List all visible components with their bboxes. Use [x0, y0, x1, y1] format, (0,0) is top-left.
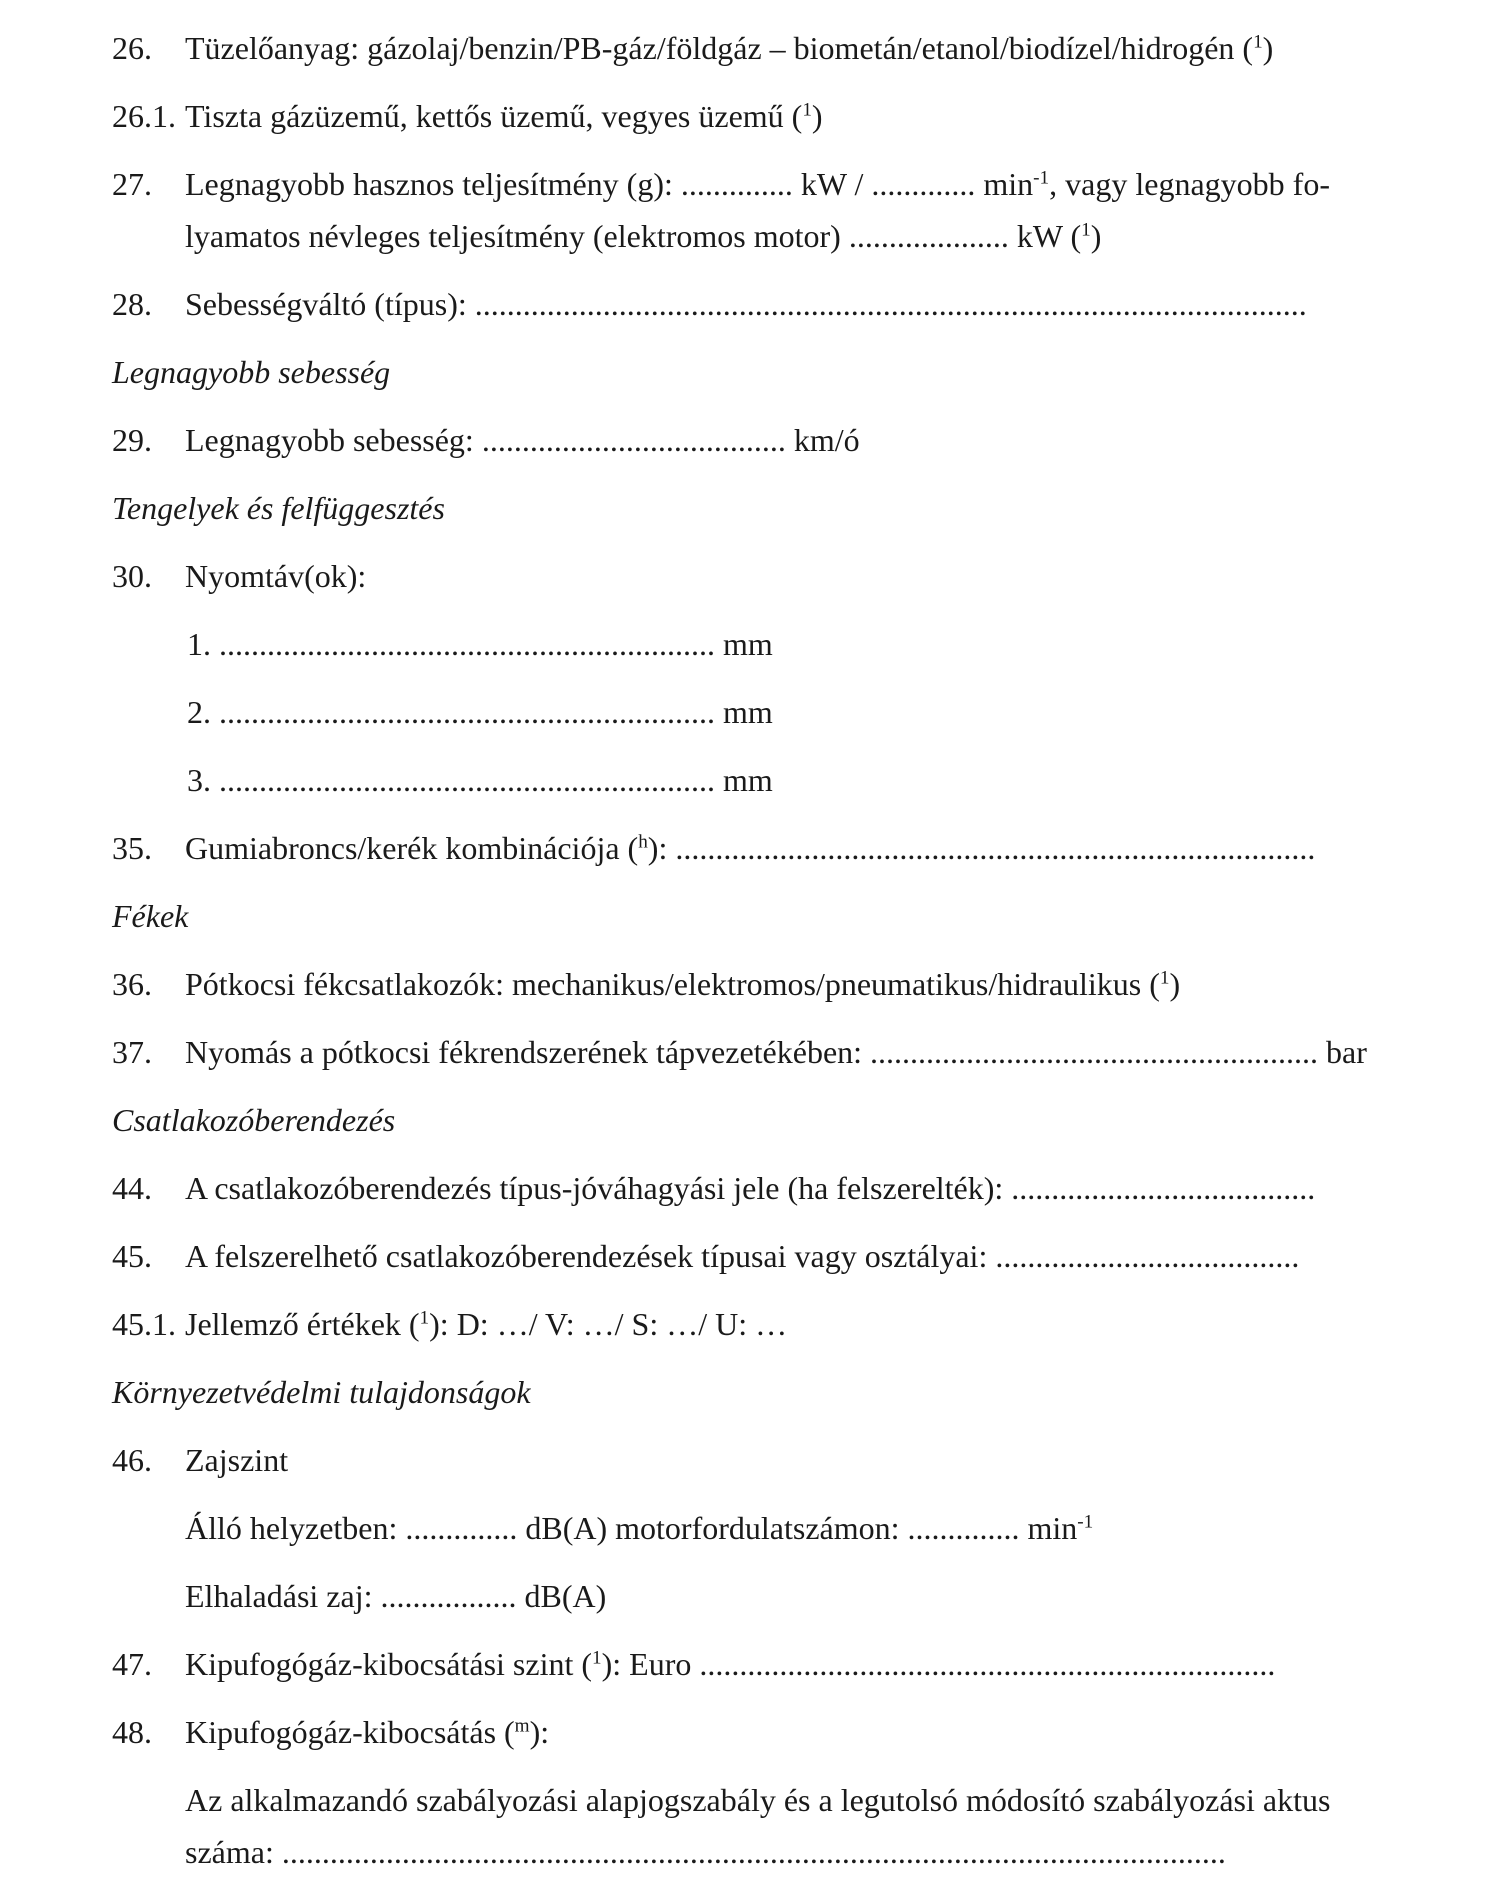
stationary-noise-line: Álló helyzetben: .............. dB(A) motorfordulatszámon: .............. $\min^{-1}$ [185, 1510, 1094, 1546]
footnote-ref: 1 [419, 1307, 430, 1329]
item-text: Zajszint [185, 1442, 289, 1478]
item-text: Gumiabroncs/kerék kombinációja ($^h$): ................................................................................ [185, 830, 1316, 866]
item-text: Legnagyobb sebesség: ...................................... km/ó [185, 422, 860, 458]
section-heading: Fékek [112, 898, 189, 934]
item-number: 28. [112, 286, 152, 322]
regulation-paragraph-line-2: száma: ...................................................................................................................... [185, 1834, 1226, 1870]
unit-exponent: -1 [1077, 1511, 1094, 1533]
footnote-ref: 1 [1253, 31, 1263, 53]
item-number: 37. [112, 1034, 152, 1070]
item-number: 45.1. [112, 1306, 176, 1342]
item-number: 30. [112, 558, 152, 594]
item-number: 48. [112, 1714, 152, 1750]
footnote-ref: 1 [592, 1647, 602, 1669]
section-heading: Csatlakozóberendezés [112, 1102, 396, 1138]
item-text: Tiszta gázüzemű, kettős üzemű, vegyes üzemű ($^1$) [185, 98, 823, 134]
item-text: Kipufogógáz-kibocsátási szint ($^1$): Euro ........................................................................ [185, 1646, 1276, 1682]
item-number: 35. [112, 830, 152, 866]
footnote-ref: 1 [1159, 967, 1170, 989]
regulation-paragraph-line-1: Az alkalmazandó szabályozási alapjogszabály és a legutolsó módosító szabályozási aktus [185, 1782, 1331, 1818]
item-text: A csatlakozóberendezés típus-jóváhagyási jele (ha felszerelték): ...................................... [185, 1170, 1316, 1206]
passing-noise-line: Elhaladási zaj: ................. dB(A) [185, 1578, 607, 1614]
track-1-line: 1. .............................................................. mm [187, 626, 773, 662]
item-text: Tüzelőanyag: gázolaj/benzin/PB-gáz/földgáz – biometán/etanol/biodízel/hidrogén ($^1$) [185, 30, 1274, 66]
item-number: 27. [112, 166, 152, 202]
item-number: 36. [112, 966, 152, 1002]
footnote-ref: m [514, 1715, 530, 1737]
item-text: Nyomtáv(ok): [185, 558, 367, 594]
item-text: A felszerelhető csatlakozóberendezések típusai vagy osztályai: ...................................... [185, 1238, 1300, 1274]
footnote-ref: 1 [802, 99, 812, 121]
item-number: 46. [112, 1442, 152, 1478]
item-text: Kipufogógáz-kibocsátás ($^m$): [185, 1714, 550, 1750]
item-number: 44. [112, 1170, 152, 1206]
unit-exponent: -1 [1033, 167, 1050, 189]
footnote-ref: 1 [1081, 219, 1091, 241]
item-number: 26. [112, 30, 152, 66]
section-heading: Legnagyobb sebesség [112, 354, 391, 390]
item-text: Legnagyobb hasznos teljesítmény (g): .............. kW / ............. $\min^{-1}$, vagy legnagyobb fo- [185, 166, 1330, 202]
item-number: 26.1. [112, 98, 176, 134]
footnote-ref: h [638, 831, 648, 853]
item-text: Pótkocsi fékcsatlakozók: mechanikus/elektromos/pneumatikus/hidraulikus ($^1$) [185, 966, 1181, 1002]
item-text: Sebességváltó (típus): ........................................................................................................ [185, 286, 1307, 322]
item-number: 29. [112, 422, 152, 458]
track-3-line: 3. .............................................................. mm [187, 762, 773, 798]
item-text: lyamatos névleges teljesítmény (elektromos motor) .................... kW ($^1$) [185, 218, 1102, 254]
item-number: 47. [112, 1646, 152, 1682]
item-text: Nyomás a pótkocsi fékrendszerének tápvezetékében: ........................................................ bar [185, 1034, 1367, 1070]
track-2-line: 2. .............................................................. mm [187, 694, 773, 730]
item-number: 45. [112, 1238, 152, 1274]
section-heading: Tengelyek és felfüggesztés [112, 490, 445, 526]
section-heading: Környezetvédelmi tulajdonságok [112, 1374, 531, 1410]
item-text: Jellemző értékek ($^1$): D: …/ V: …/ S: …/ U: … [185, 1306, 788, 1342]
